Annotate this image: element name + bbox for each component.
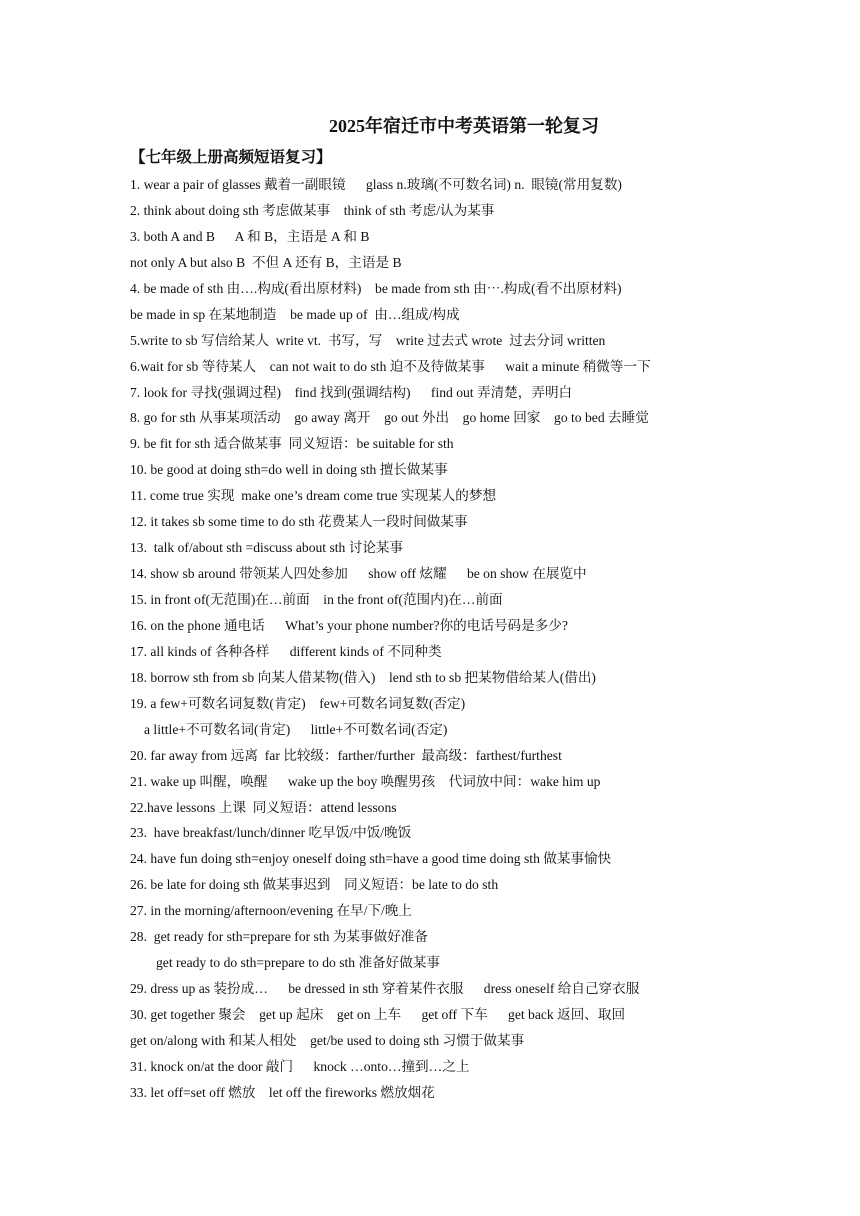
phrase-line: a little+不可数名词(肯定) little+不可数名词(否定) (144, 721, 448, 737)
phrase-line: 30. get together 聚会 get up 起床 get on 上车 get off 下车 get back 返回、取回 (130, 1007, 626, 1022)
phrase-line: 26. be late for doing sth 做某事迟到 同义短语：be late to do sth (130, 877, 499, 893)
document-title: 2025年宿迁市中考英语第一轮复习 (329, 116, 599, 136)
phrase-line: 5.write to sb 写信给某人 write vt. 书写，写 write 过去式 wrote 过去分词 written (130, 332, 606, 348)
phrase-line: be made in sp 在某地制造 be made up of 由…组成/构成 (130, 306, 460, 322)
phrase-line: 16. on the phone 通电话 What’s your phone number?你的电话号码是多少? (130, 617, 568, 633)
phrase-line: 6.wait for sb 等待某人 can not wait to do sth 迫不及待做某事 wait a minute 稍微等一下 (130, 358, 651, 374)
phrase-line: 2. think about doing sth 考虑做某事 think of sth 考虑/认为某事 (130, 202, 495, 218)
phrase-line: 4. be made of sth 由….构成(看出原材料) be made from sth 由⋯.构成(看不出原材料) (130, 280, 622, 296)
phrase-line: not only A but also B 不但 A 还有 B，主语是 B (130, 254, 402, 270)
phrase-line: 28. get ready for sth=prepare for sth 为某事做好准备 (130, 929, 428, 945)
phrase-line: 20. far away from 远离 far 比较级：farther/further 最高级：farthest/furthest (130, 747, 562, 763)
phrase-line: 9. be fit for sth 适合做某事 同义短语：be suitable for sth (130, 436, 454, 452)
phrase-line: 8. go for sth 从事某项活动 go away 离开 go out 外出 go home 回家 go to bed 去睡觉 (130, 410, 649, 426)
phrase-line: get on/along with 和某人相处 get/be used to doing sth 习惯于做某事 (130, 1032, 525, 1048)
phrase-line: 12. it takes sb some time to do sth 花费某人一段时间做某事 (130, 514, 468, 530)
phrase-line: 13. talk of/about sth =discuss about sth 讨论某事 (130, 540, 404, 556)
phrase-line: 3. both A and B A 和 B，主语是 A 和 B (130, 228, 370, 244)
phrase-line: 11. come true 实现 make one’s dream come true 实现某人的梦想 (130, 488, 497, 504)
section-heading: 【七年级上册高频短语复习】 (130, 149, 332, 166)
phrase-line: 17. all kinds of 各种各样 different kinds of 不同种类 (130, 643, 442, 659)
phrase-line: 29. dress up as 装扮成… be dressed in sth 穿着某件衣服 dress oneself 给自己穿衣服 (130, 981, 640, 997)
phrase-line: 31. knock on/at the door 敲门 knock …onto…撞到…之上 (130, 1058, 470, 1074)
phrase-line: 15. in front of(无范围)在…前面 in the front of(范围内)在…前面 (130, 592, 503, 607)
phrase-line: get ready to do sth=prepare to do sth 准备好做某事 (156, 955, 441, 971)
phrase-line: 1. wear a pair of glasses 戴着一副眼镜 glass n.玻璃(不可数名词) n. 眼镜(常用复数) (130, 177, 622, 192)
phrase-line: 21. wake up 叫醒，唤醒 wake up the boy 唤醒男孩 代词放中间：wake him up (130, 773, 601, 789)
document-page (130, 112, 730, 1106)
phrase-line: 22.have lessons 上课 同义短语：attend lessons (130, 799, 397, 815)
phrase-line: 27. in the morning/afternoon/evening 在早/下/晚上 (130, 903, 413, 919)
phrase-line: 10. be good at doing sth=do well in doing sth 擅长做某事 (130, 462, 448, 478)
phrase-list (130, 172, 730, 1106)
phrase-line: 24. have fun doing sth=enjoy oneself doing sth=have a good time doing sth 做某事愉快 (130, 851, 612, 867)
phrase-line: 23. have breakfast/lunch/dinner 吃早饭/中饭/晚饭 (130, 825, 412, 841)
phrase-line: 14. show sb around 带领某人四处参加 show off 炫耀 be on show 在展览中 (130, 566, 587, 582)
phrase-line: 19. a few+可数名词复数(肯定) few+可数名词复数(否定) (130, 695, 466, 711)
phrase-line: 33. let off=set off 燃放 let off the fireworks 燃放烟花 (130, 1084, 435, 1100)
phrase-line: 7. look for 寻找(强调过程) find 找到(强调结构) find out 弄清楚，弄明白 (130, 384, 573, 400)
phrase-line: 18. borrow sth from sb 向某人借某物(借入) lend sth to sb 把某物借给某人(借出) (130, 669, 596, 685)
